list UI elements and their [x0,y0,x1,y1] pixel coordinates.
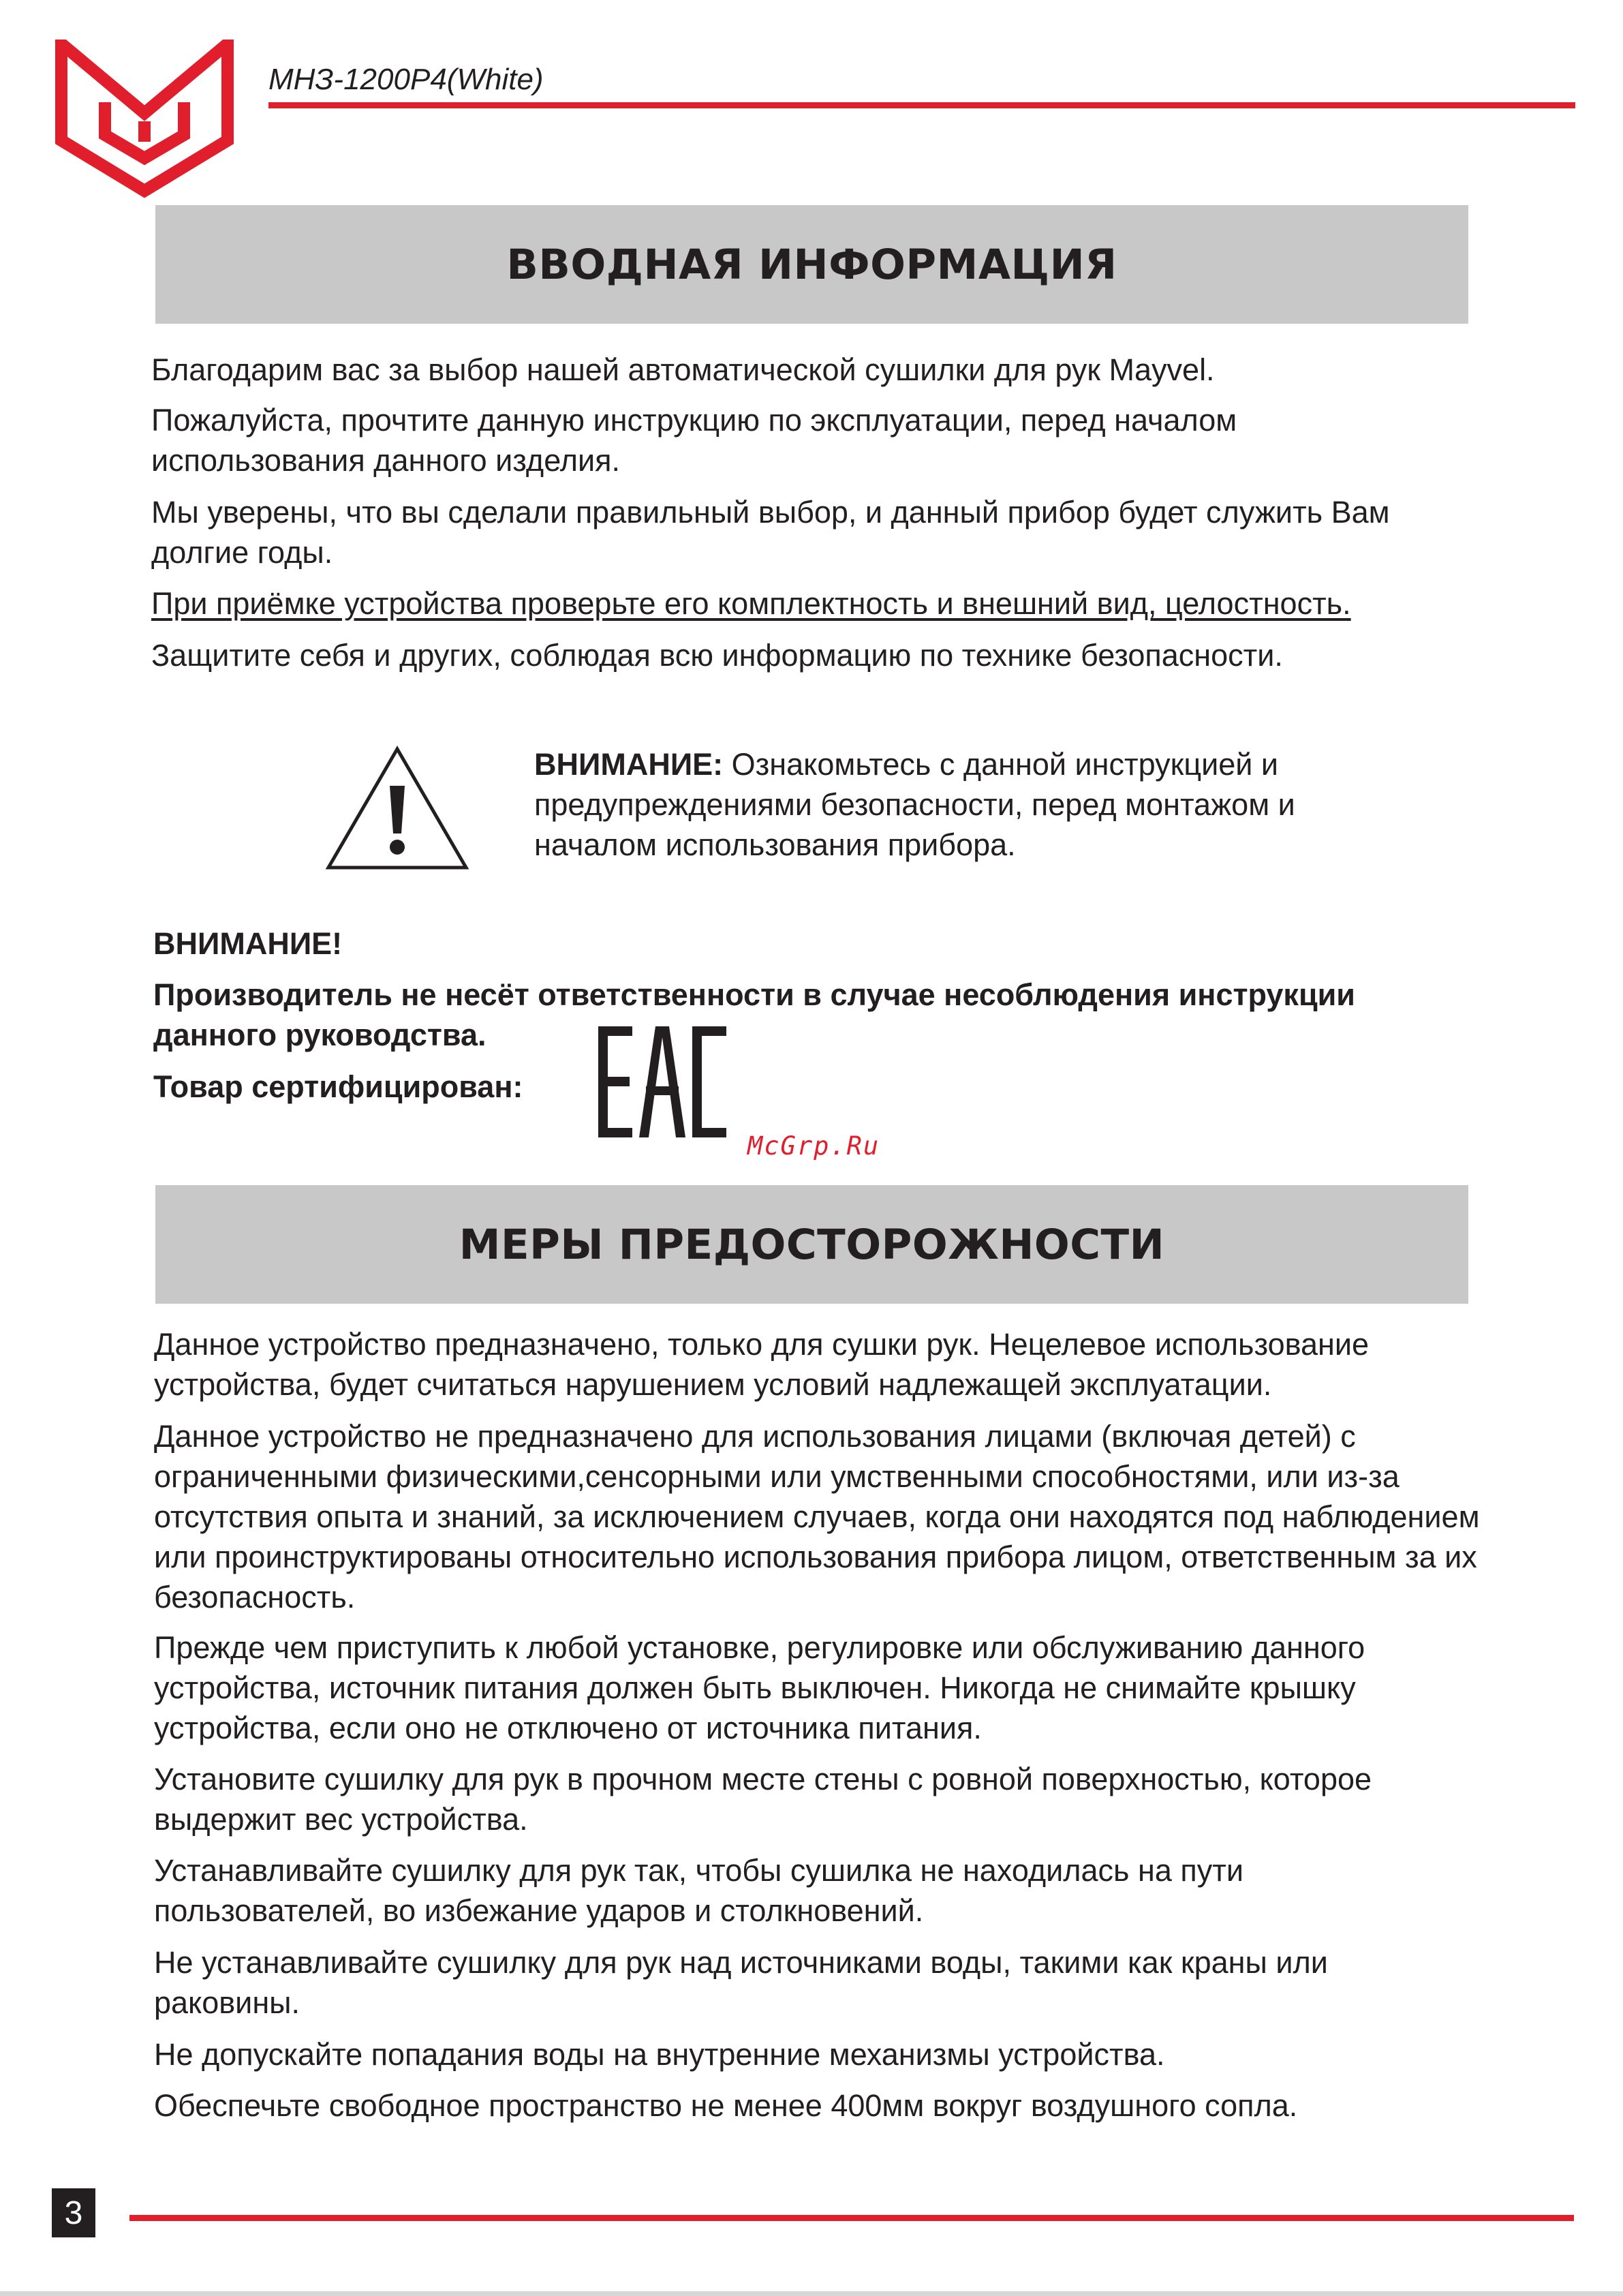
notice-title: ВНИМАНИЕ! [153,926,343,961]
warning-text [534,744,1386,865]
warning-body: Ознакомьтесь с данной инструкцией и предупреждениями безопасности, перед монтажом и началом использования прибора. [534,747,1295,862]
header-rule [268,102,1575,108]
intro-section-header [155,205,1468,324]
certified-label: Товар сертифицирован: [153,1069,523,1104]
precaution-paragraph: Установите сушилку для рук в прочном месте стены с ровной поверхностью, которое выдержит вес устройства. [154,1762,1372,1837]
warning-triangle-icon [324,745,470,872]
page-edge [0,2291,1623,2296]
precaution-paragraph: Прежде чем приступить к любой установке, регулировке или обслуживанию данного устройства, источник питания должен быть выключен. Никогда не снимайте крышку устройства, если оно не отключено от источника питания. [154,1630,1365,1745]
warning-label: ВНИМАНИЕ: [534,747,724,782]
intro-paragraph: Пожалуйста, прочтите данную инструкцию по эксплуатации, перед началом использования данного изделия. [151,403,1237,478]
intro-paragraph: Мы уверены, что вы сделали правильный выбор, и данный прибор будет служить Вам долгие годы. [151,495,1390,570]
watermark: McGrp.Ru [747,1131,880,1161]
notice-line: Производитель не несёт ответственности в случае несоблюдения инструкции [153,977,1355,1012]
precautions-title: МЕРЫ ПРЕДОСТОРОЖНОСТИ [459,1220,1165,1269]
page-number: 3 [52,2188,95,2237]
intro-paragraph-underlined: При приёмке устройства проверьте его комплектность и внешний вид, целостность. [151,586,1351,621]
precaution-paragraph: Данное устройство не предназначено для использования лицами (включая детей) с ограниченными физическими,сенсорными или умственными способностями, или из-за отсутствия опыта и знаний, за исключением случаев, когда они находятся под наблюдением или проинструктированы относительно использования прибора лицом, ответственным за их безопасность. [154,1419,1480,1614]
precaution-paragraph: Обеспечьте свободное пространство не менее 400мм вокруг воздушного сопла. [154,2088,1298,2123]
precaution-paragraph: Данное устройство предназначено, только для сушки рук. Нецелевое использование устройства, будет считаться нарушением условий надлежащей эксплуатации. [154,1327,1370,1402]
precaution-paragraph: Не устанавливайте сушилку для рук над источниками воды, такими как краны или раковины. [154,1945,1328,2020]
intro-paragraph: Защитите себя и других, соблюдая всю информацию по технике безопасности. [151,638,1283,673]
intro-title: ВВОДНАЯ ИНФОРМАЦИЯ [506,240,1117,289]
precaution-paragraph: Не допускайте попадания воды на внутренние механизмы устройства. [154,2037,1165,2072]
eac-certification-mark [598,1026,726,1137]
notice-line: данного руководства. [153,1017,486,1052]
precaution-paragraph: Устанавливайте сушилку для рук так, чтобы сушилка не находилась на пути пользователей, во избежание ударов и столкновений. [154,1853,1243,1928]
intro-paragraph: Благодарим вас за выбор нашей автоматической сушилки для рук Mayvel. [151,352,1215,387]
precautions-section-header [155,1185,1468,1304]
model-name: МНЗ-1200Р4(White) [268,63,544,96]
footer-rule [129,2215,1574,2221]
mayvel-shield-logo-icon [53,40,236,200]
